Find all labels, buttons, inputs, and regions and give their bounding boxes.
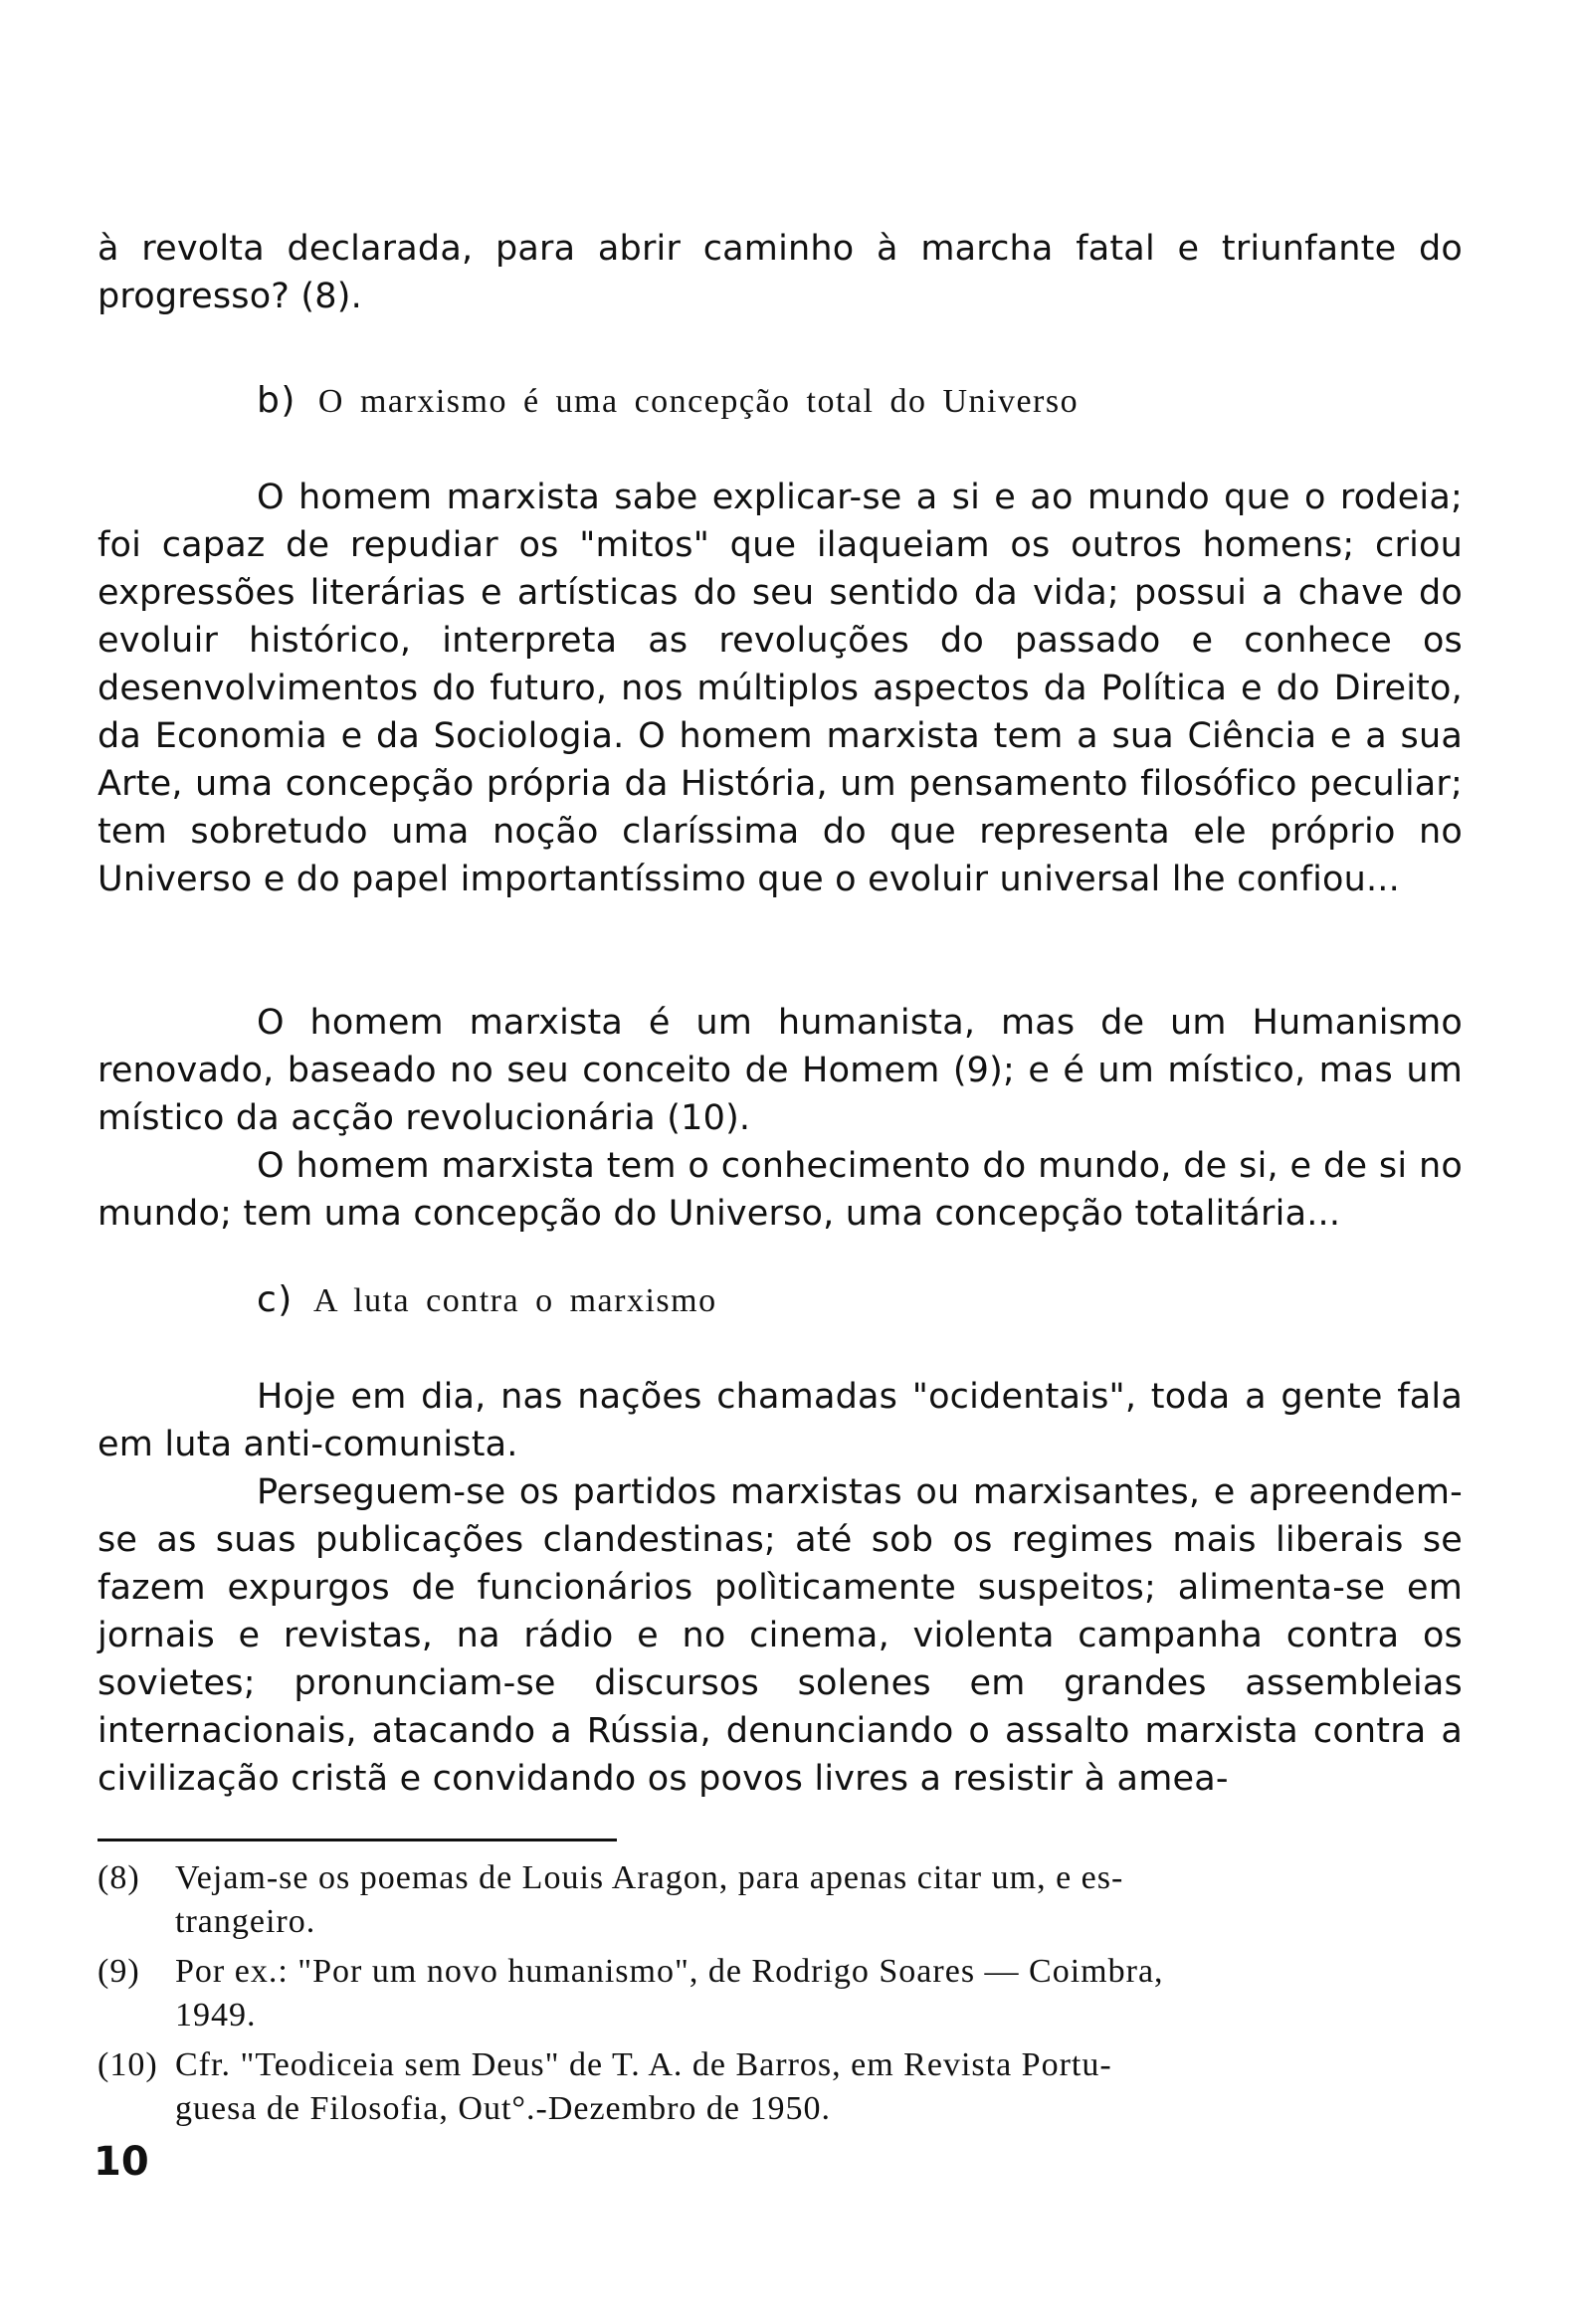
section-c-paragraph-2: Perseguem-se os partidos marxistas ou marxisantes, e apreendem-se as suas publicações clandestinas; até sob os regimes mais liberais se fazem expurgos de funcionários polìticamente suspeitos; alimenta-se em jornais e revistas, na rádio e no cinema, violenta campanha contra os sovietes; pronunciam-se discursos solenes em grandes assembleias internacionais, atacando a Rússia, denunciando o assalto marxista contra a civilização cristã e convidando os povos livres a resistir à amea- [98, 1472, 1463, 1799]
footnote-number: (10) [98, 2046, 158, 2083]
footnote-10 [98, 2043, 1463, 2131]
footnote-8 [98, 1856, 1463, 1944]
footnote-divider [98, 1839, 617, 1841]
footnote-text-continued: trangeiro. [175, 1903, 316, 1940]
section-b-paragraph-1: O homem marxista sabe explicar-se a si e ao mundo que o rodeia; foi capaz de repudiar os "mitos" que ilaqueiam os outros homens; criou expressões literárias e artísticas do seu sentido da vida; possui a chave do evoluir histórico, interpreta as revoluções do passado e conhece os desenvolvimentos do futuro, nos múltiplos aspectos da Política e do Direito, da Economia e da Sociologia. O homem marxista tem a sua Ciência e a sua Arte, uma concepção própria da História, um pensamento filosófico peculiar; tem sobretudo uma noção claríssima do que representa ele próprio no Universo e do papel importantíssimo que o evoluir universal lhe confiou... [98, 478, 1463, 899]
section-c-paragraph-1: Hoje em dia, nas nações chamadas "ocidentais", toda a gente fala em luta anti-comunista. [98, 1377, 1463, 1464]
section-c-title: A luta contra o marxismo [312, 1282, 717, 1319]
footnote-text-continued: guesa de Filosofia, Out°.-Dezembro de 1950. [175, 2090, 832, 2127]
continuation-paragraph: à revolta declarada, para abrir caminho à marcha fatal e triunfante do progresso? (8). [98, 229, 1463, 316]
section-b-heading [257, 378, 1079, 425]
footnote-text-continued: 1949. [175, 1997, 257, 2034]
footnote-text: Por ex.: "Por um novo humanismo", de Rodrigo Soares — Coimbra, [175, 1953, 1164, 1990]
section-b-letter: b) [257, 380, 296, 421]
footnote-number: (9) [98, 1953, 140, 1990]
page-number: 10 [94, 2139, 149, 2185]
footnote-text: Vejam-se os poemas de Louis Aragon, para apenas citar um, e es- [175, 1859, 1124, 1896]
section-b-title: O marxismo é uma concepção total do Universo [317, 383, 1080, 420]
footnote-number: (8) [98, 1859, 140, 1896]
footnote-text: Cfr. "Teodiceia sem Deus" de T. A. de Barros, em Revista Portu- [175, 2046, 1112, 2083]
section-c-heading [257, 1277, 717, 1324]
section-b-paragraph-3: O homem marxista tem o conhecimento do mundo, de si, e de si no mundo; tem uma concepção do Universo, uma concepção totalitária... [98, 1146, 1463, 1234]
section-c-letter: c) [257, 1279, 294, 1320]
footnote-9 [98, 1950, 1463, 2037]
section-b-paragraph-2: O homem marxista é um humanista, mas de um Humanismo renovado, baseado no seu conceito de Homem (9); e é um místico, mas um místico da acção revolucionária (10). [98, 1003, 1463, 1138]
